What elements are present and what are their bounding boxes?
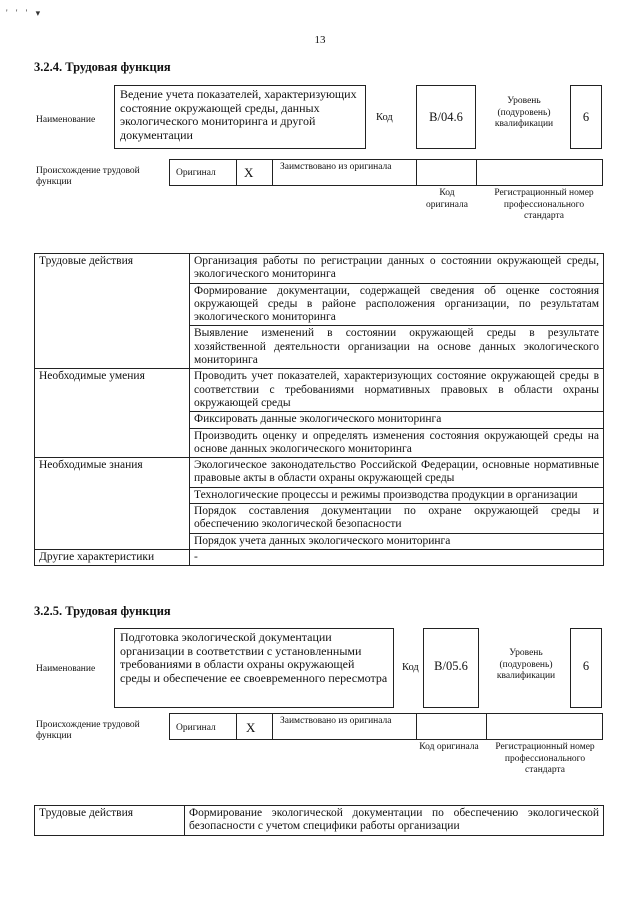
level-label: Уровень (подуровень) квалификации [496,648,556,681]
list-item: Технологические процессы и режимы производства продукции в организации [190,487,604,503]
reg-number-label: Регистрационный номер профессионального стандарта [495,742,595,775]
list-item: Порядок составления документации по охране окружающей среды и обеспечению экологической безопасности [190,504,604,534]
list-item: Выявление изменений в состоянии окружающей среды в результате хозяйственной деятельности организации на основе данных экологического мониторинга [190,326,604,369]
code-label: Код [402,662,419,673]
list-item: Формирование документации, содержащей сведения об оценке состояния окружающей среды в районе расположения организации, по результатам экологического мониторинга [190,283,604,326]
list-item: Фиксировать данные экологического мониторинга [190,412,604,428]
row-heading: Необходимые знания [35,458,190,550]
list-item: - [190,549,604,565]
level-label: Уровень (подуровень) квалификации [494,96,554,129]
corner-marks: ' ' ' ▾ [6,8,44,18]
section-title: 3.2.4. Трудовая функция [34,60,171,74]
reg-number-label: Регистрационный номер профессионального стандарта [494,188,594,221]
original-mark: X [244,165,254,180]
borrowed-label: Заимствовано из оригинала [280,716,392,726]
code-original-label: Код оригинала [426,188,468,210]
table-row [35,549,604,565]
name-label: Наименование [36,115,96,125]
code-value: B/05.6 [423,628,479,708]
function-table [34,805,604,836]
page-number: 13 [314,34,326,46]
original-mark: X [246,720,256,735]
list-item: Порядок учета данных экологического мониторинга [190,533,604,549]
code-value: B/04.6 [416,85,476,149]
function-name: Ведение учета показателей, характеризующих состояние окружающей среды, данных экологического мониторинга и другой документации [114,85,366,149]
original-label: Оригинал [176,723,216,733]
row-heading: Другие характеристики [35,549,190,565]
table-row [35,458,604,488]
list-item: Проводить учет показателей, характеризующих состояние окружающей среды в соответствии с требованиями нормативных правовых в области охраны окружающей среды [190,369,604,412]
origin-label: Происхождение трудовой функции [36,720,140,741]
row-heading: Необходимые умения [35,369,190,458]
function-name: Подготовка экологической документации организации в соответствии с установленными требованиями в области охраны окружающей среды и обеспечение ее своевременного пересмотра [114,628,394,708]
name-label: Наименование [36,664,96,674]
table-row [35,806,604,836]
origin-label: Происхождение трудовой функции [36,166,140,187]
code-label: Код [376,112,393,123]
table-row [35,254,604,284]
row-heading: Трудовые действия [35,806,185,836]
borrowed-label: Заимствовано из оригинала [280,162,392,172]
original-label: Оригинал [176,168,216,178]
list-item: Организация работы по регистрации данных о состоянии окружающей среды, экологического мониторинга [190,254,604,284]
list-item: Производить оценку и определять изменения состояния окружающей среды на основе данных экологического мониторинга [190,428,604,458]
section-title: 3.2.5. Трудовая функция [34,604,171,618]
level-value: 6 [570,628,602,708]
row-heading: Трудовые действия [35,254,190,369]
code-original-label: Код оригинала [419,742,479,752]
list-item: Экологическое законодательство Российской Федерации, основные нормативные правовые акты в области охраны окружающей среды [190,458,604,488]
list-item: Формирование экологической документации по обеспечению экологической безопасности с учетом специфики работы организации [185,806,604,836]
table-row [35,369,604,412]
function-table [34,253,604,566]
level-value: 6 [570,85,602,149]
